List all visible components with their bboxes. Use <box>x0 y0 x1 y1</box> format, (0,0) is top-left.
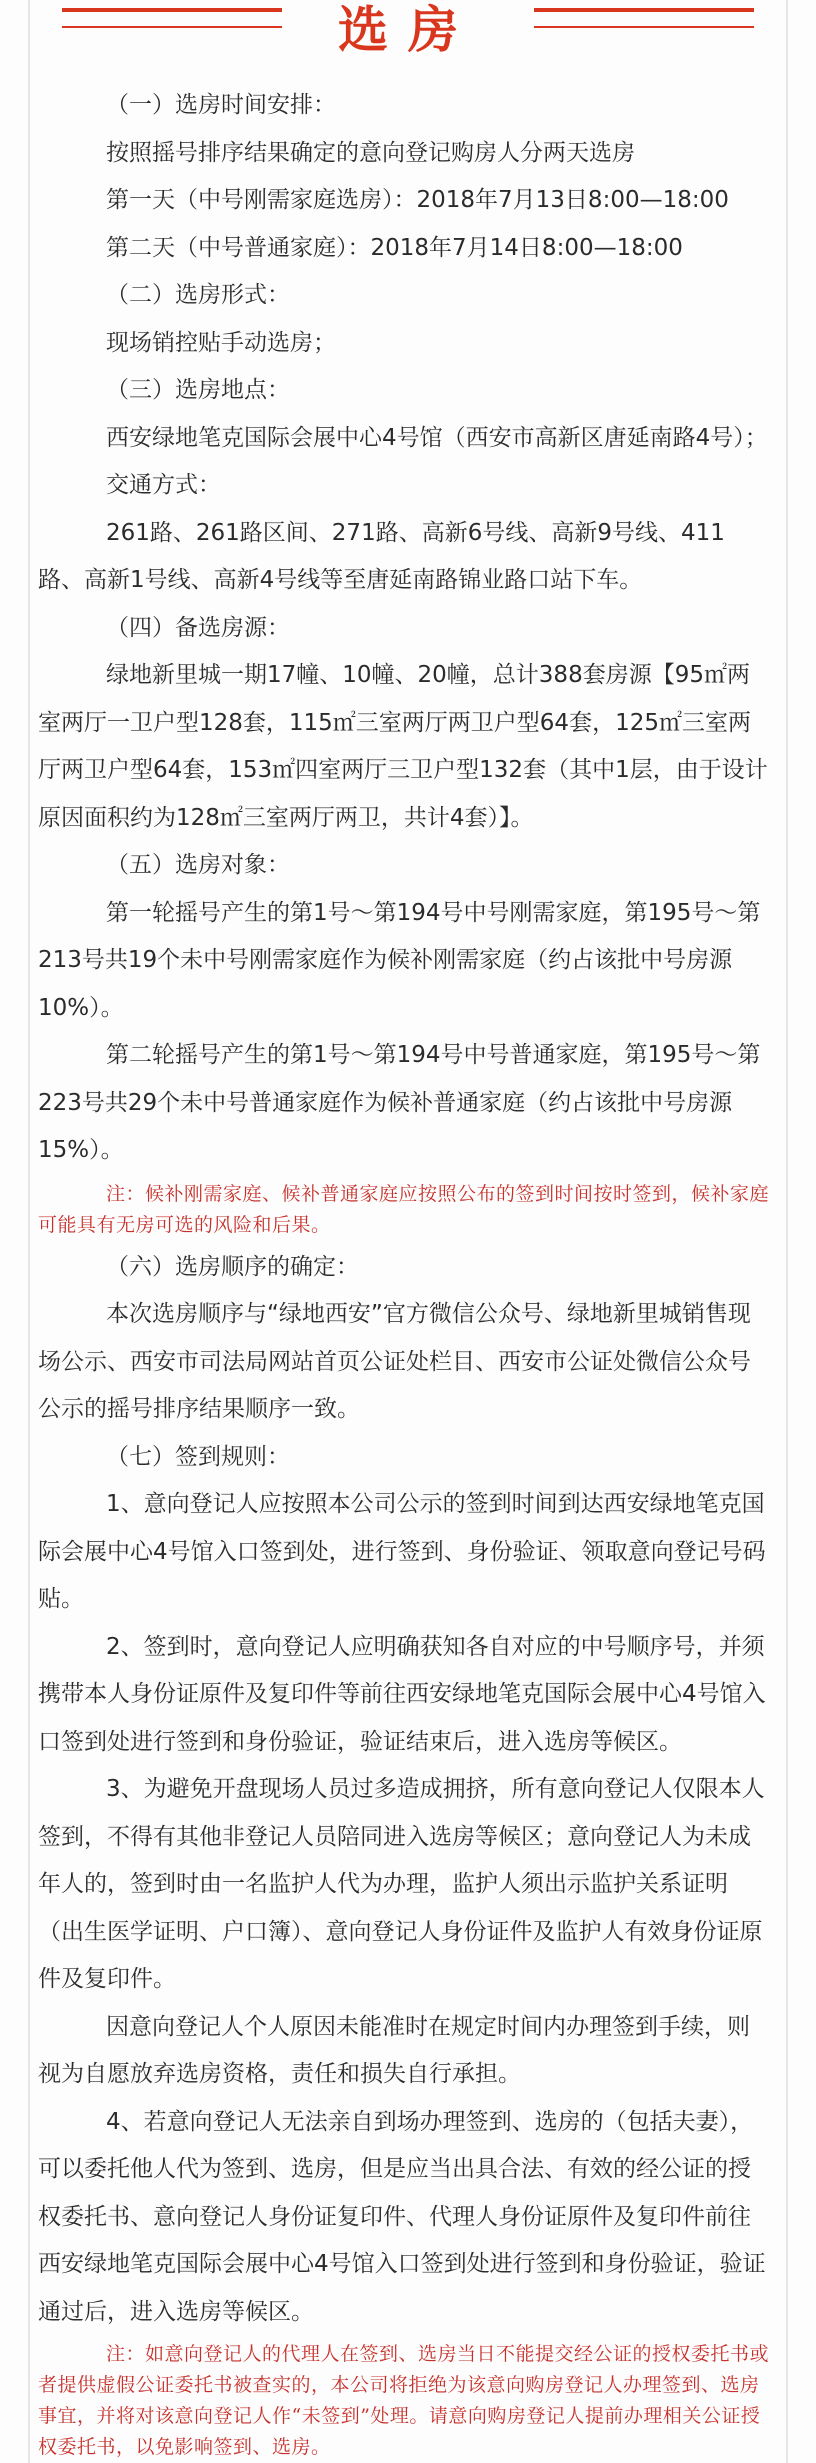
target-round-two: 第二轮摇号产生的第1号～第194号中号普通家庭，第195号～第223号共29个未中号普通家庭作为候补普通家庭（约占该批中号房源15%）。 <box>38 1042 761 1163</box>
page-title: 选房 <box>338 0 478 59</box>
rule-four: 4、若意向登记人无法亲自到场办理签到、选房的（包括夫妻），可以委托他人代为签到、选房，但是应当出具合法、有效的经公证的授权委托书、意向登记人身份证复印件、代理人身份证原件及复印件前往西安绿地笔克国际会展中心4号馆入口签到处进行签到和身份验证，验证通过后，进入选房等候区。 <box>38 2108 766 2325</box>
rule-three-supplement: 因意向登记人个人原因未能准时在规定时间内办理签到手续，则视为自愿放弃选房资格，责任和损失自行承担。 <box>38 2013 750 2087</box>
rules-note: 注：如意向登记人的代理人在签到、选房当日不能提交经公证的授权委托书或者提供虚假公证委托书被查实的，本公司将拒绝为该意向购房登记人办理签到、选房事宜，并将对该意向登记人作“未签到”处理。请意向购房登记人提前办理相关公证授权委托书，以免影响签到、选房。 <box>38 2343 770 2458</box>
section-heading-target: （五）选房对象： <box>106 852 290 878</box>
rule-two: 2、签到时，意向登记人应明确获知各自对应的中号顺序号，并须携带本人身份证原件及复印件等前往西安绿地笔克国际会展中心4号馆入口签到处进行签到和身份验证，验证结束后，进入选房等候区。 <box>38 1633 766 1755</box>
section-heading-place: （三）选房地点： <box>106 377 290 403</box>
section-heading-time: （一）选房时间安排： <box>106 92 336 118</box>
section-heading-order: （六）选房顺序的确定： <box>106 1253 359 1280</box>
place-paragraph: 西安绿地笔克国际会展中心4号馆（西安市高新区唐延南路4号）； <box>106 424 768 451</box>
target-note: 注：候补刚需家庭、候补普通家庭应按照公布的签到时间按时签到，候补家庭可能具有无房可选的风险和后果。 <box>38 1182 770 1236</box>
day-two-schedule: 第二天（中号普通家庭）：2018年7月14日8:00—18:00 <box>106 234 683 261</box>
order-paragraph: 本次选房顺序与“绿地西安”官方微信公众号、绿地新里城销售现场公示、西安市司法局网站首页公证处栏目、西安市公证处微信公众号公示的摇号排序结果顺序一致。 <box>38 1301 751 1422</box>
rule-three: 3、为避免开盘现场人员过多造成拥挤，所有意向登记人仅限本人签到，不得有其他非登记人员陪同进入选房等候区；意向登记人为未成年人的，签到时由一名监护人代为办理，监护人须出示监护关系证明（出生医学证明、户口簿）、意向登记人身份证件及监护人有效身份证原件及复印件。 <box>38 1776 765 1992</box>
article-body <box>38 82 770 2463</box>
transport-paragraph: 261路、261路区间、271路、高新6号线、高新9号线、411路、高新1号线、高新4号线等至唐延南路锦业路口站下车。 <box>38 519 725 593</box>
form-paragraph: 现场销控贴手动选房； <box>106 329 336 356</box>
supply-paragraph: 绿地新里城一期17幢、10幢、20幢，总计388套房源【95㎡两室两厅一卫户型128套，115㎡三室两厅两卫户型64套，125㎡三室两厅两卫户型64套，153㎡四室两厅三卫户型132套（其中1层，由于设计原因面积约为128㎡三室两厅两卫，共计4套）】。 <box>38 662 768 831</box>
time-paragraph: 按照摇号排序结果确定的意向登记购房人分两天选房 <box>106 139 635 166</box>
rule-one: 1、意向登记人应按照本公司公示的签到时间到达西安绿地笔克国际会展中心4号馆入口签到处，进行签到、身份验证、领取意向登记号码贴。 <box>38 1491 766 1612</box>
title-bar <box>0 0 816 70</box>
transport-label: 交通方式： <box>106 472 221 498</box>
section-heading-supply: （四）备选房源： <box>106 614 290 641</box>
target-round-one: 第一轮摇号产生的第1号～第194号中号刚需家庭，第195号～第213号共19个未中号刚需家庭作为候补刚需家庭（约占该批中号房源10%）。 <box>38 899 761 1021</box>
section-heading-rules: （七）签到规则： <box>106 1443 290 1470</box>
section-heading-form: （二）选房形式： <box>106 282 290 308</box>
day-one-schedule: 第一天（中号刚需家庭选房）：2018年7月13日8:00—18:00 <box>106 187 729 213</box>
